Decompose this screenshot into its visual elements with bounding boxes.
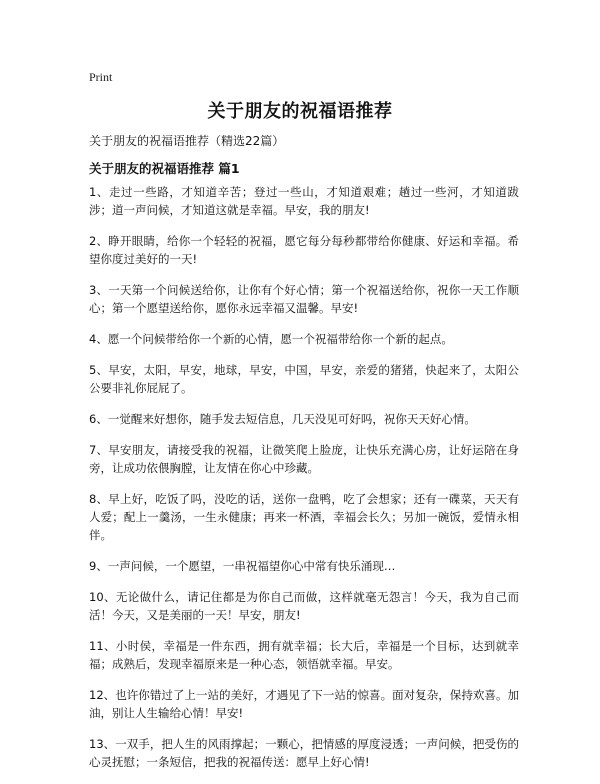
paragraph: 4、愿一个问候带给你一个新的心情，愿一个祝福带给你一个新的起点。 — [89, 332, 453, 346]
content-body — [89, 183, 519, 784]
document-title: 关于朋友的祝福语推荐 — [207, 101, 393, 122]
paragraph: 10、无论做什么，请记住都是为你自己而做，这样就毫无怨言！今天，我为自己而活！今天，又是美丽的一天！早安，朋友! — [89, 590, 519, 622]
paragraph: 2、睁开眼睛，给你一个轻轻的祝福，愿它每分每秒都带给你健康、好运和幸福。希望你度过美好的一天! — [89, 234, 519, 266]
section-heading: 关于朋友的祝福语推荐 篇1 — [89, 161, 240, 176]
paragraph: 3、一天第一个问候送给你，让你有个好心情；第一个祝福送给你，祝你一天工作顺心；第一个愿望送给你，愿你永远幸福又温馨。早安! — [89, 283, 519, 315]
paragraph: 1、走过一些路，才知道辛苦；登过一些山，才知道艰难；趟过一些河，才知道跋涉；道一声问候，才知道这就是幸福。早安，我的朋友! — [89, 185, 519, 217]
paragraph: 13、一双手，把人生的风雨撑起；一颗心，把情感的厚度浸透；一声问候，把受伤的心灵抚慰；一条短信，把我的祝福传送：愿早上好心情! — [89, 737, 519, 769]
document-subtitle: 关于朋友的祝福语推荐（精选22篇） — [89, 134, 285, 148]
paragraph: 6、一觉醒来好想你，随手发去短信息，几天没见可好吗，祝你天天好心情。 — [89, 412, 476, 426]
paragraph: 9、一声问候，一个愿望，一串祝福望你心中常有快乐涌现… — [89, 559, 396, 573]
paragraph: 8、早上好，吃饭了吗，没吃的话，送你一盘鸭，吃了会想家；还有一碟菜，天天有人爱；配上一羹汤，一生永健康；再来一杯酒，幸福会长久；另加一碗饭，爱情永相伴。 — [89, 492, 519, 542]
print-label[interactable]: Print — [89, 70, 113, 84]
paragraph: 11、小时侯，幸福是一件东西，拥有就幸福；长大后，幸福是一个目标，达到就幸福；成熟后，发现幸福原来是一种心态，领悟就幸福。早安。 — [89, 639, 519, 671]
paragraph: 12、也许你错过了上一站的美好，才遇见了下一站的惊喜。面对复杂，保持欢喜。加油，别让人生输给心情！早安! — [89, 688, 519, 720]
paragraph: 7、早安朋友，请接受我的祝福，让微笑爬上脸庞，让快乐充满心房，让好运陪在身旁，让成功依偎胸膛，让友情在你心中珍藏。 — [89, 443, 519, 475]
paragraph: 5、早安，太阳，早安，地球，早安，中国，早安，亲爱的猪猪，快起来了，太阳公公要非礼你屁屁了。 — [89, 363, 519, 395]
